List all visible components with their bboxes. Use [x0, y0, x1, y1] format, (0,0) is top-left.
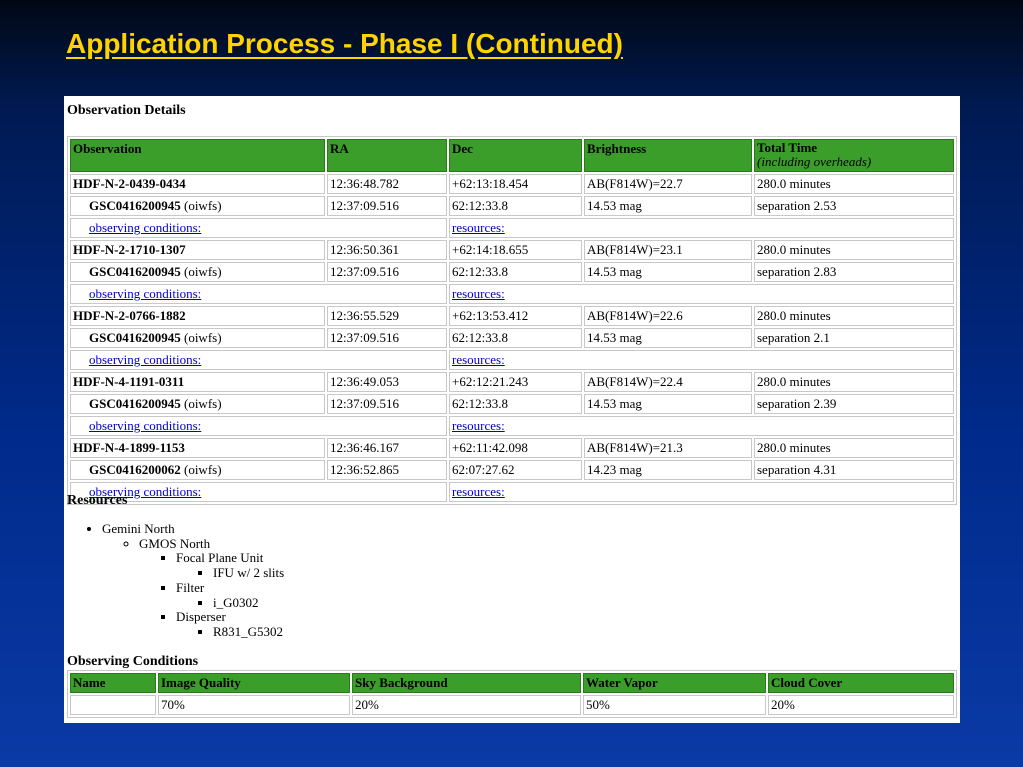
conditions-name-value [70, 695, 156, 715]
observation-name: HDF-N-2-0766-1882 [70, 306, 325, 326]
observing-conditions-link[interactable]: observing conditions: [89, 418, 202, 433]
guide-star-dec: 62:12:33.8 [449, 328, 582, 348]
guide-star-cell [70, 262, 325, 282]
conditions-header-image-quality: Image Quality [158, 673, 350, 693]
guide-star-magnitude: 14.53 mag [584, 394, 752, 414]
resource-disperser-value: ▪ R831_G5302 [213, 625, 284, 640]
observation-total-time: 280.0 minutes [754, 306, 954, 326]
resource-instrument-label: GMOS North [139, 535, 211, 551]
guide-star-type: (oiwfs) [180, 198, 222, 213]
header-total-time-sub: (including overheads) [757, 154, 872, 169]
resource-telescope [102, 522, 284, 640]
observation-table-header [70, 139, 954, 172]
observation-name: HDF-N-4-1899-1153 [70, 438, 325, 458]
resource-fpu [176, 551, 284, 580]
observation-details-panel [64, 96, 960, 723]
observing-conditions-link[interactable]: observing conditions: [89, 220, 202, 235]
conditions-header-water-vapor: Water Vapor [583, 673, 766, 693]
observing-conditions-link-cell [70, 218, 447, 238]
observation-name: HDF-N-4-1191-0311 [70, 372, 325, 392]
observation-ra: 12:36:46.167 [327, 438, 447, 458]
observing-conditions-link-cell [70, 284, 447, 304]
observation-links-row [70, 416, 954, 436]
observation-name: HDF-N-2-1710-1307 [70, 240, 325, 260]
guide-star-row [70, 460, 954, 480]
observation-brightness: AB(F814W)=21.3 [584, 438, 752, 458]
observation-details-heading: Observation Details [67, 103, 186, 118]
observation-links-row [70, 284, 954, 304]
guide-star-ra: 12:37:09.516 [327, 196, 447, 216]
guide-star-cell [70, 328, 325, 348]
observation-row [70, 372, 954, 392]
guide-star-row [70, 328, 954, 348]
resources-link[interactable]: resources: [452, 484, 505, 499]
guide-star-name: GSC0416200945 [89, 396, 181, 411]
guide-star-magnitude: 14.53 mag [584, 328, 752, 348]
resources-link[interactable]: resources: [452, 418, 505, 433]
observation-ra: 12:36:49.053 [327, 372, 447, 392]
guide-star-separation: separation 2.1 [754, 328, 954, 348]
resource-filter-label: Filter [176, 579, 205, 595]
guide-star-cell [70, 196, 325, 216]
observation-table [67, 136, 957, 505]
observation-brightness: AB(F814W)=22.7 [584, 174, 752, 194]
resources-link-cell [449, 416, 954, 436]
observation-name: HDF-N-2-0439-0434 [70, 174, 325, 194]
guide-star-row [70, 262, 954, 282]
guide-star-separation: separation 2.39 [754, 394, 954, 414]
guide-star-cell [70, 460, 325, 480]
resource-telescope-label: Gemini North [102, 521, 175, 536]
conditions-sky-background-value: 20% [352, 695, 581, 715]
guide-star-type: (oiwfs) [180, 462, 222, 477]
header-total-time-label: Total Time [757, 140, 818, 155]
guide-star-ra: 12:37:09.516 [327, 262, 447, 282]
observation-dec: +62:13:18.454 [449, 174, 582, 194]
resource-disperser-label: Disperser [176, 609, 226, 625]
guide-star-type: (oiwfs) [180, 330, 222, 345]
conditions-value-row [70, 695, 954, 715]
observing-conditions-link[interactable]: observing conditions: [89, 286, 202, 301]
observation-dec: +62:11:42.098 [449, 438, 582, 458]
resources-link-cell [449, 284, 954, 304]
guide-star-separation: separation 2.53 [754, 196, 954, 216]
conditions-image-quality-value: 70% [158, 695, 350, 715]
guide-star-ra: 12:36:52.865 [327, 460, 447, 480]
observation-row [70, 174, 954, 194]
guide-star-name: GSC0416200945 [89, 198, 181, 213]
guide-star-dec: 62:12:33.8 [449, 262, 582, 282]
observation-links-row [70, 482, 954, 502]
resources-link[interactable]: resources: [452, 220, 505, 235]
guide-star-name: GSC0416200945 [89, 264, 181, 279]
observation-row [70, 438, 954, 458]
guide-star-dec: 62:12:33.8 [449, 196, 582, 216]
guide-star-separation: separation 4.31 [754, 460, 954, 480]
guide-star-row [70, 394, 954, 414]
slide-title: Application Process - Phase I (Continued) [66, 28, 623, 59]
observation-total-time: 280.0 minutes [754, 174, 954, 194]
conditions-header-row [70, 673, 954, 693]
resources-link-cell [449, 350, 954, 370]
guide-star-row [70, 196, 954, 216]
observation-dec: +62:14:18.655 [449, 240, 582, 260]
observation-brightness: AB(F814W)=22.4 [584, 372, 752, 392]
resources-link[interactable]: resources: [452, 352, 505, 367]
observation-row [70, 306, 954, 326]
guide-star-ra: 12:37:09.516 [327, 328, 447, 348]
guide-star-dec: 62:12:33.8 [449, 394, 582, 414]
observation-brightness: AB(F814W)=22.6 [584, 306, 752, 326]
observing-conditions-link[interactable]: observing conditions: [89, 352, 202, 367]
observing-conditions-link-cell [70, 416, 447, 436]
observation-links-row [70, 350, 954, 370]
resources-link[interactable]: resources: [452, 286, 505, 301]
resource-filter [176, 581, 284, 610]
resources-heading: Resources [67, 493, 128, 508]
resource-fpu-value: ▪ IFU w/ 2 slits [213, 566, 284, 581]
resource-filter-value: ▪ i_G0302 [213, 596, 284, 611]
guide-star-ra: 12:37:09.516 [327, 394, 447, 414]
resource-disperser [176, 610, 284, 639]
resources-link-cell [449, 218, 954, 238]
observation-links-row [70, 218, 954, 238]
observation-dec: +62:13:53.412 [449, 306, 582, 326]
observation-ra: 12:36:55.529 [327, 306, 447, 326]
guide-star-name: GSC0416200945 [89, 330, 181, 345]
header-observation: Observation [70, 139, 325, 172]
header-brightness: Brightness [584, 139, 752, 172]
guide-star-separation: separation 2.83 [754, 262, 954, 282]
conditions-water-vapor-value: 50% [583, 695, 766, 715]
observation-total-time: 280.0 minutes [754, 372, 954, 392]
observation-ra: 12:36:50.361 [327, 240, 447, 260]
header-ra: RA [327, 139, 447, 172]
observation-dec: +62:12:21.243 [449, 372, 582, 392]
resources-link-cell [449, 482, 954, 502]
conditions-header-cloud-cover: Cloud Cover [768, 673, 954, 693]
observation-total-time: 280.0 minutes [754, 438, 954, 458]
guide-star-magnitude: 14.53 mag [584, 262, 752, 282]
guide-star-dec: 62:07:27.62 [449, 460, 582, 480]
guide-star-type: (oiwfs) [180, 396, 222, 411]
observing-conditions-heading: Observing Conditions [67, 654, 199, 669]
guide-star-magnitude: 14.23 mag [584, 460, 752, 480]
observation-total-time: 280.0 minutes [754, 240, 954, 260]
observing-conditions-table [67, 670, 957, 718]
observation-row [70, 240, 954, 260]
conditions-cloud-cover-value: 20% [768, 695, 954, 715]
guide-star-magnitude: 14.53 mag [584, 196, 752, 216]
observation-brightness: AB(F814W)=23.1 [584, 240, 752, 260]
observing-conditions-link[interactable]: observing conditions: [89, 484, 202, 499]
header-dec: Dec [449, 139, 582, 172]
observing-conditions-link-cell [70, 350, 447, 370]
conditions-header-sky-background: Sky Background [352, 673, 581, 693]
resource-instrument [139, 537, 284, 640]
guide-star-cell [70, 394, 325, 414]
resources-tree [64, 522, 284, 640]
guide-star-name: GSC0416200062 [89, 462, 181, 477]
header-total-time [754, 139, 954, 172]
guide-star-type: (oiwfs) [180, 264, 222, 279]
observation-ra: 12:36:48.782 [327, 174, 447, 194]
conditions-header-name: Name [70, 673, 156, 693]
resource-fpu-label: Focal Plane Unit [176, 550, 264, 566]
